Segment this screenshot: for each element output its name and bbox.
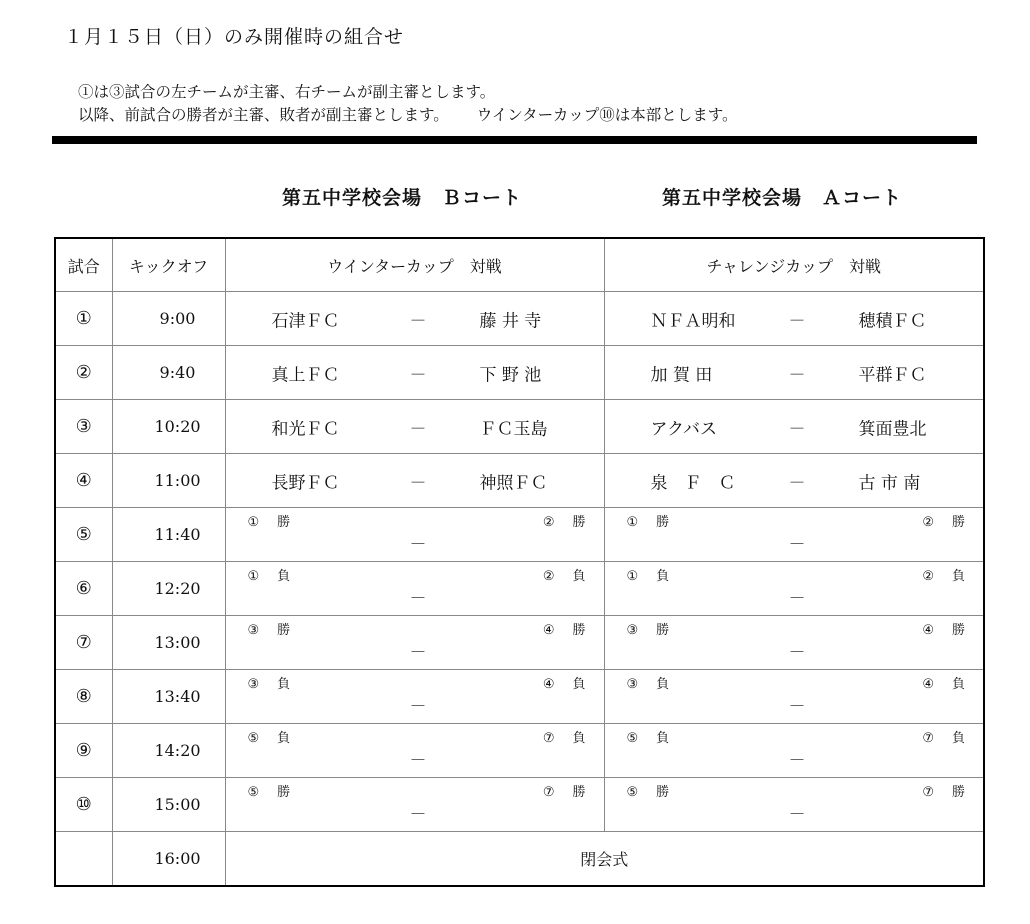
divider-rule <box>52 136 977 144</box>
left-slot-result: 負 <box>277 677 291 692</box>
match-cell-a <box>604 778 984 832</box>
game-number-label: ⑧ <box>75 686 92 707</box>
table-row <box>55 508 984 562</box>
left-slot-result: 負 <box>656 731 670 746</box>
left-slot-game: ① <box>626 515 639 530</box>
table-row <box>55 454 984 508</box>
match-cell-b <box>225 508 604 562</box>
right-slot-result: 勝 <box>572 785 586 800</box>
right-slot-result: 勝 <box>572 623 586 638</box>
table-row <box>55 724 984 778</box>
kickoff-time-label: 10:20 <box>154 417 201 436</box>
left-slot <box>248 727 291 746</box>
bracket-pairing <box>605 616 984 669</box>
match-cell-a <box>604 670 984 724</box>
match-cell-b <box>225 724 604 778</box>
away-team: 箕面豊北 <box>858 419 927 439</box>
left-slot <box>627 727 670 746</box>
kickoff-time <box>112 454 225 508</box>
venue-a-court: 第五中学校会場 Ａコート <box>662 187 903 209</box>
header-challenge-cup: チャレンジカップ 対戦 <box>604 238 984 292</box>
away-team: 平群ＦＣ <box>858 365 927 385</box>
kickoff-time <box>112 562 225 616</box>
versus-dash: － <box>409 589 427 609</box>
schedule-table <box>54 237 985 887</box>
schedule-body <box>55 292 984 887</box>
bracket-pairing <box>226 508 604 561</box>
away-team: ＦＣ玉島 <box>479 419 548 439</box>
right-slot-game: ⑦ <box>542 731 555 746</box>
kickoff-time-label: 13:00 <box>154 633 201 652</box>
closing-row <box>55 832 984 887</box>
right-slot-game: ② <box>542 515 555 530</box>
right-slot-game: ④ <box>922 677 934 692</box>
venue-b-court: 第五中学校会場 Ｂコート <box>282 187 523 209</box>
page-title: １月１５日（日）のみ開催時の組合せ <box>64 26 405 48</box>
left-slot <box>627 673 670 692</box>
game-number-label: ④ <box>75 470 92 491</box>
right-slot <box>922 511 965 530</box>
match-cell-a <box>604 400 984 454</box>
away-team: 神照ＦＣ <box>479 473 548 493</box>
game-number <box>55 724 112 778</box>
match-cell-b <box>225 616 604 670</box>
table-row <box>55 346 984 400</box>
left-slot-result: 勝 <box>656 515 670 530</box>
table-row <box>55 292 984 346</box>
away-team: 藤 井 寺 <box>479 311 542 331</box>
versus-dash: － <box>788 697 806 717</box>
table-row <box>55 778 984 832</box>
right-slot-result: 負 <box>572 569 586 584</box>
note-line-1: ①は③試合の左チームが主審、右チームが副主審とします。 <box>78 83 496 101</box>
away-team: 古 市 南 <box>858 473 921 493</box>
left-slot <box>248 565 291 584</box>
right-slot-result: 勝 <box>951 785 965 800</box>
game-number <box>55 346 112 400</box>
right-slot-result: 負 <box>951 731 965 746</box>
away-team: 下 野 池 <box>479 365 542 385</box>
right-slot-game: ② <box>922 515 934 530</box>
left-slot-result: 負 <box>656 677 670 692</box>
bracket-pairing <box>605 562 984 615</box>
game-number-label: ⑤ <box>75 524 92 545</box>
right-slot-result: 負 <box>572 677 586 692</box>
home-team: 泉 Ｆ Ｃ <box>650 473 736 493</box>
game-number <box>55 670 112 724</box>
versus-dash: － <box>788 589 806 609</box>
versus-dash: － <box>409 643 427 663</box>
left-slot-result: 負 <box>277 569 291 584</box>
right-slot <box>543 727 586 746</box>
kickoff-time <box>112 400 225 454</box>
header-kickoff: キックオフ <box>112 238 225 292</box>
header-winter-cup: ウインターカップ 対戦 <box>225 238 604 292</box>
table-row <box>55 616 984 670</box>
home-team: ＮＦＡ明和 <box>650 311 736 331</box>
versus-dash: － <box>788 419 806 439</box>
right-slot-game: ④ <box>922 623 934 638</box>
left-slot <box>248 673 291 692</box>
match-cell-b <box>225 670 604 724</box>
kickoff-time <box>112 724 225 778</box>
match-cell-a <box>604 292 984 346</box>
left-slot-result: 勝 <box>277 623 291 638</box>
right-slot <box>543 619 586 638</box>
match-cell-b <box>225 292 604 346</box>
bracket-pairing <box>226 616 604 669</box>
kickoff-time-label: 13:40 <box>154 687 201 706</box>
versus-dash: － <box>788 805 806 825</box>
kickoff-time-label: 14:20 <box>154 741 201 760</box>
game-number <box>55 454 112 508</box>
versus-dash: － <box>409 697 427 717</box>
left-slot <box>248 619 291 638</box>
bracket-pairing <box>226 724 604 777</box>
home-team: 和光ＦＣ <box>271 419 340 439</box>
right-slot-result: 負 <box>572 731 586 746</box>
table-row <box>55 400 984 454</box>
note-line-2 <box>78 103 737 125</box>
left-slot-game: ① <box>247 515 260 530</box>
match-cell-a <box>604 508 984 562</box>
left-slot-result: 負 <box>656 569 670 584</box>
away-team: 穂積ＦＣ <box>858 311 927 331</box>
kickoff-time-label: 12:20 <box>154 579 201 598</box>
versus-dash: － <box>788 535 806 555</box>
versus-dash: － <box>409 419 427 439</box>
home-team: 長野ＦＣ <box>271 473 340 493</box>
kickoff-time-label: 11:40 <box>154 525 201 544</box>
left-slot-game: ⑤ <box>247 731 260 746</box>
left-slot-game: ⑤ <box>626 785 639 800</box>
game-number-label: ⑥ <box>75 578 92 599</box>
match-pairing <box>605 400 984 453</box>
kickoff-time-label: 9:00 <box>159 309 196 328</box>
right-slot <box>922 727 965 746</box>
game-number <box>55 616 112 670</box>
versus-dash: － <box>409 535 427 555</box>
right-slot-game: ④ <box>542 623 555 638</box>
left-slot-game: ③ <box>247 677 260 692</box>
game-number-label: ⑨ <box>75 740 92 761</box>
match-cell-b <box>225 562 604 616</box>
match-cell-b <box>225 778 604 832</box>
versus-dash: － <box>409 805 427 825</box>
right-slot-game: ⑦ <box>542 785 555 800</box>
kickoff-time <box>112 346 225 400</box>
match-pairing <box>226 454 604 507</box>
kickoff-time <box>112 616 225 670</box>
right-slot-game: ⑦ <box>922 785 934 800</box>
right-slot <box>543 673 586 692</box>
left-slot <box>248 781 291 800</box>
left-slot-game: ③ <box>247 623 260 638</box>
home-team: 石津ＦＣ <box>271 311 340 331</box>
right-slot-game: ② <box>922 569 934 584</box>
right-slot <box>922 619 965 638</box>
game-number <box>55 400 112 454</box>
game-number-label: ⑩ <box>75 794 92 815</box>
kickoff-time <box>112 670 225 724</box>
right-slot-result: 負 <box>951 677 965 692</box>
bracket-pairing <box>226 670 604 723</box>
note-line-2b: ウインターカップ⑩は本部とします。 <box>476 106 738 124</box>
bracket-pairing <box>226 778 604 831</box>
versus-dash: － <box>788 311 806 331</box>
match-pairing <box>605 346 984 399</box>
match-cell-a <box>604 616 984 670</box>
versus-dash: － <box>788 365 806 385</box>
versus-dash: － <box>788 473 806 493</box>
closing-time <box>112 832 225 887</box>
left-slot-game: ③ <box>626 623 639 638</box>
header-game: 試合 <box>55 238 112 292</box>
left-slot-game: ⑤ <box>247 785 260 800</box>
kickoff-time <box>112 292 225 346</box>
versus-dash: － <box>409 365 427 385</box>
table-row <box>55 562 984 616</box>
left-slot <box>248 511 291 530</box>
game-number-label: ② <box>75 362 92 383</box>
game-number <box>55 778 112 832</box>
match-cell-a <box>604 454 984 508</box>
left-slot-result: 勝 <box>656 785 670 800</box>
right-slot <box>543 565 586 584</box>
kickoff-time-label: 9:40 <box>159 363 196 382</box>
match-pairing <box>226 346 604 399</box>
right-slot-game: ④ <box>542 677 555 692</box>
left-slot-result: 負 <box>277 731 291 746</box>
right-slot-result: 勝 <box>951 623 965 638</box>
versus-dash: － <box>409 311 427 331</box>
versus-dash: － <box>788 751 806 771</box>
left-slot-result: 勝 <box>656 623 670 638</box>
match-pairing <box>605 454 984 507</box>
closing-game-cell <box>55 832 112 887</box>
right-slot-result: 負 <box>951 569 965 584</box>
bracket-pairing <box>605 778 984 831</box>
versus-dash: － <box>788 643 806 663</box>
game-number-label: ③ <box>75 416 92 437</box>
left-slot-game: ① <box>247 569 260 584</box>
kickoff-time-label: 11:00 <box>154 471 201 490</box>
note-line-2a: 以降、前試合の勝者が主審、敗者が副主審とします。 <box>78 106 449 124</box>
left-slot <box>627 619 670 638</box>
game-number <box>55 562 112 616</box>
bracket-pairing <box>226 562 604 615</box>
versus-dash: － <box>409 751 427 771</box>
right-slot-result: 勝 <box>951 515 965 530</box>
left-slot <box>627 511 670 530</box>
match-cell-a <box>604 562 984 616</box>
left-slot-game: ⑤ <box>626 731 639 746</box>
table-row <box>55 670 984 724</box>
match-pairing <box>605 292 984 345</box>
right-slot <box>543 511 586 530</box>
game-number <box>55 508 112 562</box>
bracket-pairing <box>605 670 984 723</box>
match-pairing <box>226 400 604 453</box>
kickoff-time <box>112 508 225 562</box>
game-number-label: ① <box>75 308 92 329</box>
closing-time-label: 16:00 <box>154 849 201 868</box>
game-number-label: ⑦ <box>75 632 92 653</box>
home-team: 加 賀 田 <box>650 365 713 385</box>
match-pairing <box>226 292 604 345</box>
left-slot-result: 勝 <box>277 515 291 530</box>
match-cell-a <box>604 346 984 400</box>
left-slot-game: ③ <box>626 677 639 692</box>
right-slot-result: 勝 <box>572 515 586 530</box>
left-slot-game: ① <box>626 569 639 584</box>
match-cell-b <box>225 346 604 400</box>
game-number <box>55 292 112 346</box>
left-slot-result: 勝 <box>277 785 291 800</box>
right-slot <box>543 781 586 800</box>
right-slot <box>922 565 965 584</box>
right-slot <box>922 673 965 692</box>
versus-dash: － <box>409 473 427 493</box>
kickoff-time-label: 15:00 <box>154 795 201 814</box>
left-slot <box>627 781 670 800</box>
match-cell-a <box>604 724 984 778</box>
kickoff-time <box>112 778 225 832</box>
home-team: アクバス <box>650 419 717 439</box>
bracket-pairing <box>605 508 984 561</box>
table-header-row <box>55 238 984 292</box>
home-team: 真上ＦＣ <box>271 365 340 385</box>
left-slot <box>627 565 670 584</box>
right-slot-game: ② <box>542 569 555 584</box>
closing-ceremony: 閉会式 <box>225 832 984 887</box>
match-cell-b <box>225 400 604 454</box>
right-slot-game: ⑦ <box>922 731 934 746</box>
match-cell-b <box>225 454 604 508</box>
bracket-pairing <box>605 724 984 777</box>
right-slot <box>922 781 965 800</box>
